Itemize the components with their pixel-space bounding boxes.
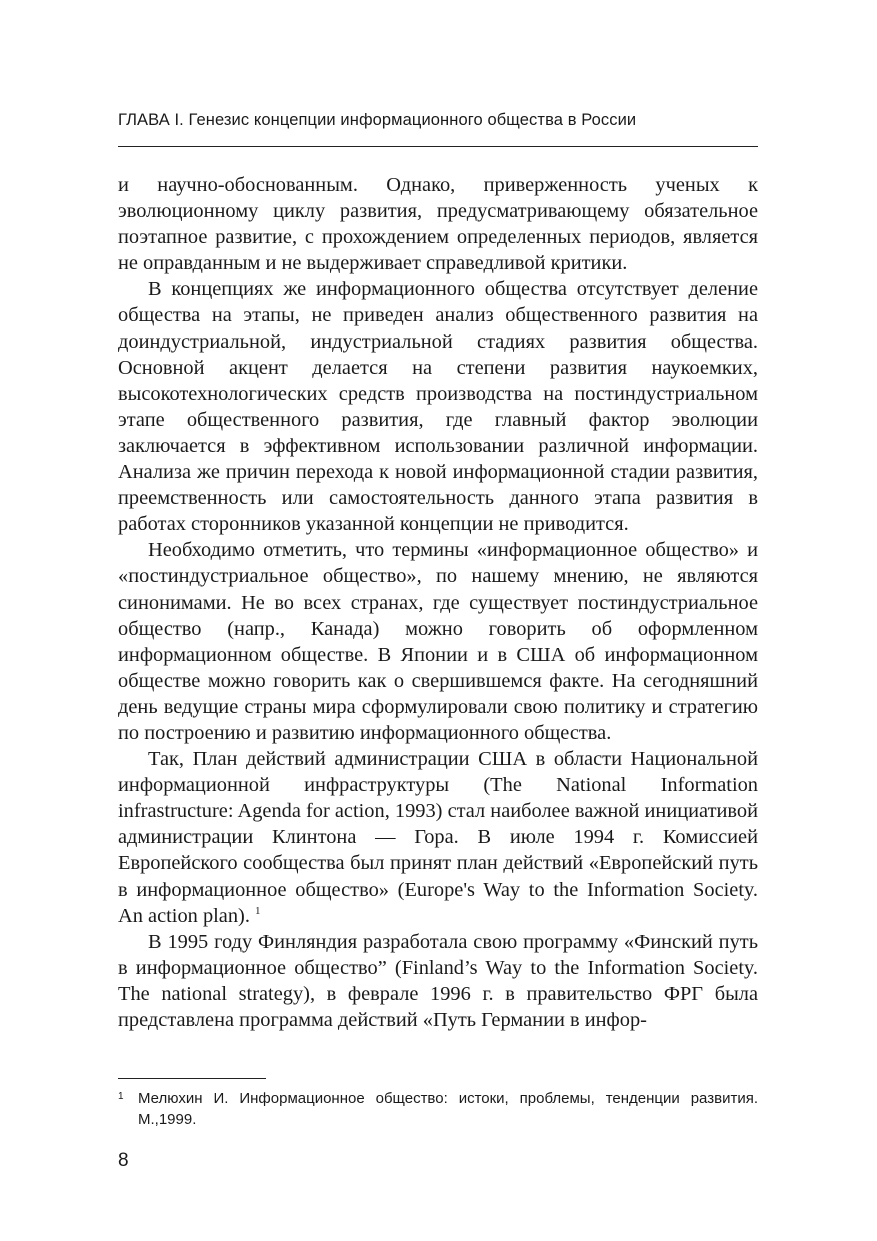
paragraph: В 1995 году Финляндия разработала свою программу «Финский путь в информационное общество” (Finland’s Way to the Information Society. The national strategy), в феврале 1996 г. в правительство ФРГ была представлена программа действий «Путь Германии в инфор-: [118, 930, 758, 1031]
footnote: [118, 1088, 758, 1130]
paragraph: Необходимо отметить, что термины «информационное общество» и «постиндустриальное общество», по нашему мнению, не являются синонимами. Не во всех странах, где существует постиндустриальное общество (напр., Канада) можно говорить об оформленном информационном обществе. В Японии и в США об информационном обществе можно говорить как о свершившемся факте. На сегодняшний день ведущие страны мира сформулировали свою политику и стратегию по построению и развитию информационного общества.: [118, 539, 758, 744]
page-number: 8: [118, 1150, 129, 1171]
body-text: [118, 172, 758, 1033]
paragraph: В концепциях же информационного общества отсутствует деление общества на этапы, не приведен анализ общественного развития на доиндустриальной, индустриальной стадиях развития общества. Основной акцент делается на степени развития наукоемких, высокотехнологических средств производства на постиндустриальном этапе общественного развития, где главный фактор эволюции заключается в эффективном использовании различной информации. Анализа же причин перехода к новой информационной стадии развития, преемственность или самостоятельность данного этапа развития в работах сторонников указанной концепции не приводится.: [118, 278, 758, 536]
running-head: ГЛАВА I. Генезис концепции информационного общества в России: [118, 111, 637, 129]
footnote-rule: [118, 1078, 266, 1079]
footnote-text: Мелюхин И. Информационное общество: истоки, проблемы, тенденции развития. М.,1999.: [138, 1090, 758, 1128]
footnote-reference[interactable]: 1: [255, 904, 261, 917]
footnote-number: 1: [118, 1091, 124, 1102]
paragraph-with-footnote: [118, 746, 758, 929]
paragraph-continued: и научно-обоснованным. Однако, приверженность ученых к эволюционному циклу развития, предусматривающему обязательное поэтапное развитие, с прохождением определенных периодов, является не оправданным и не выдерживает справедливой критики.: [118, 174, 758, 275]
header-rule: [118, 146, 758, 147]
paragraph-text: Так, План действий администрации США в области Национальной информационной инфраструктуры (The National Information infrastructure: Agenda for action, 1993) стал наиболее важной инициативой администрации Клинтона — Гора. В июле 1994 г. Комиссией Европейского сообщества был принят план действий «Европейский путь в информационное общество» (Europe's Way to the Information Society. An action plan).: [118, 748, 758, 927]
